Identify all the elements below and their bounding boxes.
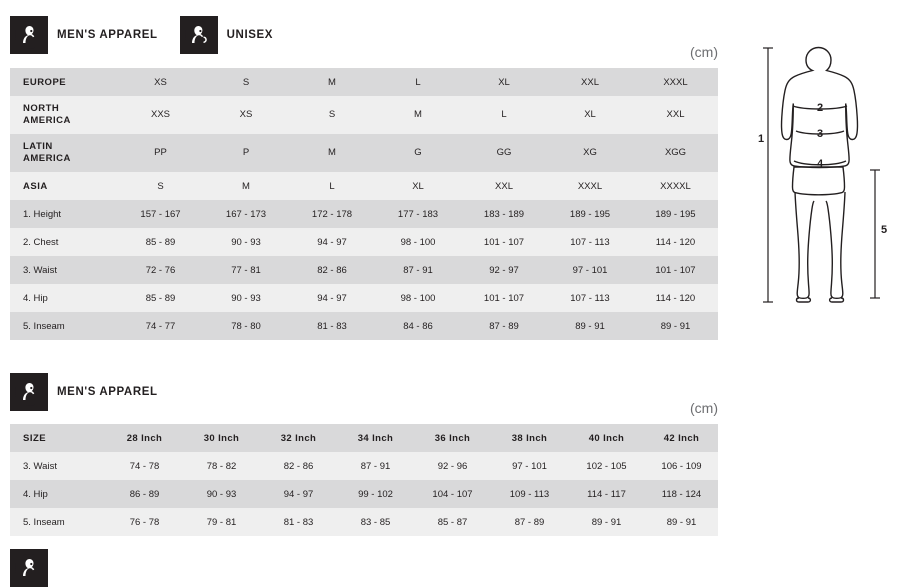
cell: 87 - 89	[489, 320, 519, 332]
table-row-asia	[10, 172, 718, 200]
cell: S	[242, 76, 250, 88]
cell: XXXL	[577, 180, 603, 192]
column-header: 36 Inch	[434, 432, 471, 444]
cell: 76 - 78	[129, 516, 160, 528]
cell: L	[501, 109, 507, 120]
cell: 78 - 82	[206, 460, 237, 472]
row-label-line1: NORTH	[23, 103, 60, 114]
cell: 78 - 80	[231, 320, 261, 332]
apparel-mens-icon	[10, 16, 48, 54]
table-row-inseam-inch	[10, 508, 718, 536]
cell: XXXL	[663, 76, 688, 88]
row-label-waist: 3. Waist	[23, 264, 57, 276]
size-table-inch	[10, 424, 718, 536]
cell: M	[328, 147, 336, 158]
cell: 172 - 178	[311, 208, 353, 220]
cell: 114 - 117	[587, 488, 626, 500]
cell: PP	[154, 147, 167, 158]
figure-marker-5: 5	[881, 224, 888, 236]
cell: 101 - 107	[483, 292, 525, 304]
cell: 89 - 91	[666, 516, 697, 528]
cell: 98 - 100	[400, 236, 436, 248]
cell: 74 - 78	[129, 460, 160, 472]
column-header: 38 Inch	[511, 432, 548, 444]
row-label-north-america	[10, 96, 118, 134]
cell: 183 - 189	[483, 208, 525, 220]
figure-marker-3: 3	[817, 128, 824, 140]
cell: XS	[239, 109, 253, 120]
table-row-hip	[10, 284, 718, 312]
cell: 101 - 107	[483, 236, 525, 248]
cell: 81 - 83	[317, 320, 347, 332]
cell: 94 - 97	[283, 488, 314, 500]
cell: 94 - 97	[317, 236, 347, 248]
cell: 83 - 85	[360, 516, 391, 528]
row-label-latin-america	[10, 134, 118, 172]
row-label-asia: ASIA	[23, 180, 48, 192]
cell: 72 - 76	[145, 264, 176, 276]
cell: 90 - 93	[206, 488, 237, 500]
table-row-waist-inch	[10, 452, 718, 480]
table-row-hip-inch	[10, 480, 718, 508]
row-label-chest: 2. Chest	[23, 236, 59, 248]
cell: 107 - 113	[570, 292, 610, 304]
cell: P	[242, 147, 250, 158]
cell: 157 - 167	[140, 208, 181, 220]
cell: 82 - 86	[283, 460, 314, 472]
unit-label-cm-mid: (cm)	[690, 400, 718, 416]
cell: S	[328, 109, 336, 120]
apparel-mens-icon	[10, 549, 48, 587]
row-label-inseam: 5. Inseam	[23, 516, 65, 528]
column-header: 32 Inch	[280, 432, 317, 444]
table-row-height	[10, 200, 718, 228]
figure-marker-1: 1	[758, 133, 765, 145]
cell: 99 - 102	[358, 488, 393, 500]
column-header: 30 Inch	[203, 432, 240, 444]
cell: S	[157, 180, 164, 192]
cell: GG	[496, 147, 512, 158]
figure-marker-4: 4	[817, 158, 824, 170]
section-title-unisex: UNISEX	[226, 29, 274, 41]
cell: 189 - 195	[655, 208, 696, 220]
table-row-inseam	[10, 312, 718, 340]
section-title-mens-apparel-inch: MEN'S APPAREL	[57, 386, 158, 398]
cell: 114 - 120	[655, 292, 696, 304]
apparel-mens-icon	[10, 373, 48, 411]
cell: XXL	[581, 76, 599, 88]
cell: XXL	[495, 180, 513, 192]
row-label-europe: EUROPE	[23, 76, 67, 88]
cell: 82 - 86	[317, 264, 347, 276]
cell: 79 - 81	[206, 516, 237, 528]
table-row-latin-america	[10, 134, 718, 172]
cell: 92 - 97	[489, 264, 519, 276]
cell: 97 - 101	[512, 460, 547, 472]
cell: XXS	[150, 109, 170, 120]
cell: XL	[584, 109, 596, 120]
cell: XS	[154, 76, 167, 88]
cell: 74 - 77	[145, 320, 176, 332]
figure-marker-2: 2	[817, 102, 824, 114]
cell: 87 - 91	[360, 460, 391, 472]
cell: 85 - 89	[145, 236, 176, 248]
cell: 89 - 91	[575, 320, 605, 332]
cell: 98 - 100	[400, 292, 436, 304]
cell: 106 - 109	[661, 460, 702, 472]
cell: XXL	[666, 109, 685, 120]
cell: 77 - 81	[231, 264, 261, 276]
cell: 89 - 91	[660, 320, 691, 332]
cell: XL	[498, 76, 510, 88]
cell: 94 - 97	[317, 292, 347, 304]
column-header-size: SIZE	[23, 432, 47, 444]
row-label-inseam: 5. Inseam	[23, 320, 65, 332]
cell: 85 - 87	[437, 516, 468, 528]
cell: 84 - 86	[403, 320, 433, 332]
cell: 104 - 107	[432, 488, 473, 500]
unit-label-cm-top: (cm)	[690, 44, 718, 60]
cell: 90 - 93	[231, 236, 261, 248]
section-header-partial-bottom	[10, 549, 718, 587]
size-table-main	[10, 68, 718, 340]
cell: L	[329, 180, 335, 192]
cell: 87 - 89	[514, 516, 545, 528]
table-header-row-size	[10, 424, 718, 452]
column-header: 40 Inch	[588, 432, 625, 444]
cell: 107 - 113	[570, 236, 610, 248]
column-header: 28 Inch	[126, 432, 163, 444]
row-label-line2: AMERICA	[23, 115, 71, 126]
male-body-measurement-diagram	[744, 30, 896, 320]
cell: 81 - 83	[283, 516, 314, 528]
column-header: 42 Inch	[663, 432, 700, 444]
table-row-europe	[10, 68, 718, 96]
row-label-height: 1. Height	[23, 208, 62, 220]
table-row-chest	[10, 228, 718, 256]
cell: M	[328, 76, 336, 88]
row-label-hip: 4. Hip	[23, 292, 48, 304]
cell: XGG	[664, 147, 687, 158]
row-label-waist: 3. Waist	[23, 460, 57, 472]
table-row-waist	[10, 256, 718, 284]
cell: 118 - 124	[661, 488, 702, 500]
table-row-north-america	[10, 96, 718, 134]
cell: 90 - 93	[231, 292, 261, 304]
row-label-line1: LATIN	[23, 141, 53, 152]
cell: G	[414, 147, 422, 158]
cell: 109 - 113	[509, 488, 550, 500]
cell: 101 - 107	[655, 264, 696, 276]
cell: 86 - 89	[129, 488, 160, 500]
cell: 114 - 120	[655, 236, 696, 248]
cell: 87 - 91	[403, 264, 433, 276]
row-label-line2: AMERICA	[23, 153, 71, 164]
cell: 85 - 89	[145, 292, 176, 304]
cell: XXXXL	[660, 180, 691, 192]
cell: L	[415, 76, 421, 88]
cell: 189 - 195	[569, 208, 611, 220]
cell: 167 - 173	[225, 208, 267, 220]
cell: XL	[412, 180, 424, 192]
cell: XG	[583, 147, 597, 158]
section-title-mens-apparel: MEN'S APPAREL	[57, 29, 158, 41]
cell: 92 - 96	[437, 460, 468, 472]
cell: M	[414, 109, 422, 120]
cell: 89 - 91	[591, 516, 622, 528]
row-label-hip: 4. Hip	[23, 488, 48, 500]
cell: 177 - 183	[397, 208, 439, 220]
column-header: 34 Inch	[357, 432, 394, 444]
cell: 102 - 105	[586, 460, 627, 472]
apparel-unisex-icon	[180, 16, 218, 54]
cell: M	[242, 180, 250, 192]
size-table-inch-wrapper	[10, 424, 718, 536]
size-table-main-wrapper	[10, 68, 718, 340]
cell: 97 - 101	[572, 264, 608, 276]
